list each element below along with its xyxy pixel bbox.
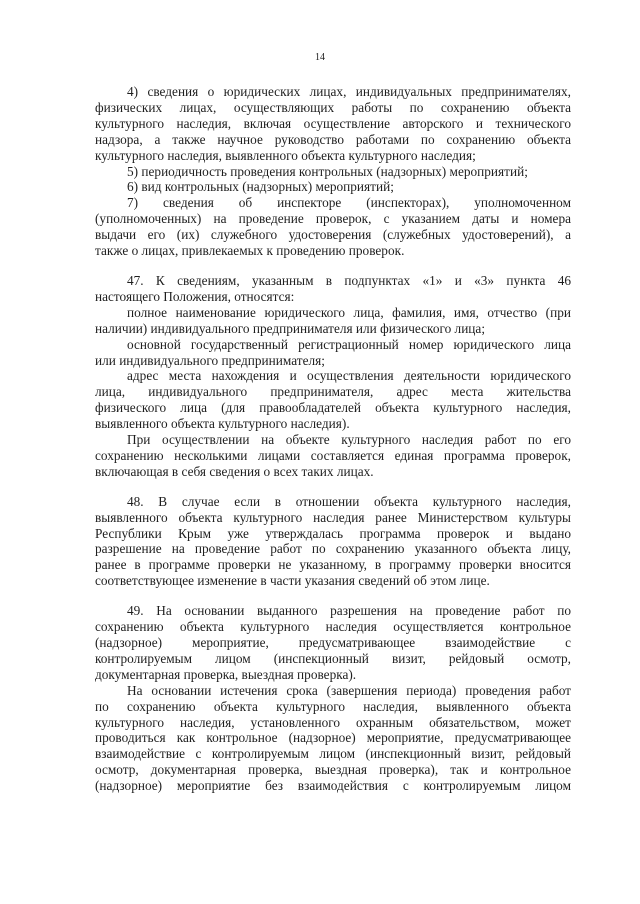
paragraph <box>95 179 571 195</box>
paragraph <box>95 432 571 480</box>
text-line: настоящего Положения, относятся: <box>95 288 295 304</box>
text-line: сохранению несколькими лицами составляется единая программа проверок, <box>95 447 571 463</box>
text-line: проводиться как контрольное (надзорное) мероприятие, предусматривающее <box>95 730 571 746</box>
text-line: На основании истечения срока (завершения периода) проведения работ <box>127 682 571 698</box>
text-line: сохранению объекта культурного наследия осуществляется контрольное <box>95 619 571 635</box>
text-line: культурного наследия, выявленного объекта культурного наследия; <box>95 147 476 163</box>
text-line: 47. К сведениям, указанным в подпунктах «1» и «3» пункта 46 <box>127 272 571 288</box>
paragraph <box>95 494 571 589</box>
text-line: наличии) индивидуального предпринимателя или физического лица; <box>95 320 486 336</box>
text-line: выдачи его (их) служебного удостоверения (служебных удостоверений), а <box>95 227 571 243</box>
paragraph <box>95 84 571 164</box>
text-line: 6) вид контрольных (надзорных) мероприятий; <box>127 179 394 195</box>
paragraph <box>95 195 571 259</box>
paragraph <box>95 164 571 180</box>
paragraph <box>95 337 571 369</box>
text-line: выявленного объекта культурного наследия ранее Министерством культуры <box>95 509 571 525</box>
paragraph <box>95 305 571 337</box>
text-line: по сохранению объекта культурного наследия, выявленного объекта <box>95 698 571 714</box>
text-line: При осуществлении на объекте культурного наследия работ по его <box>127 432 571 448</box>
text-line: культурного наследия, установленного охранным обязательством, может <box>95 714 571 730</box>
text-line: 48. В случае если в отношении объекта культурного наследия, <box>127 493 571 509</box>
text-line: ранее в программе проверки не указанному, в программу проверки вносится <box>95 557 571 573</box>
text-line: также о лицах, привлекаемых к проведению проверок. <box>95 243 405 259</box>
text-line: основной государственный регистрационный номер юридического лица <box>127 336 571 352</box>
paragraph <box>95 683 571 794</box>
text-line: или индивидуального предпринимателя; <box>95 352 325 368</box>
text-line: 4) сведения о юридических лицах, индивидуальных предпринимателях, <box>127 84 571 99</box>
text-line: физического лица (для правообладателей объекта культурного наследия, <box>95 400 571 416</box>
text-line: взаимодействие с контролируемым лицом (инспекционный визит, рейдовый <box>95 746 571 762</box>
document-body <box>95 84 571 794</box>
text-line: физических лицах, осуществляющих работы по сохранению объекта <box>95 99 571 115</box>
text-line: полное наименование юридического лица, фамилия, имя, отчество (при <box>127 304 571 320</box>
text-line: осмотр, документарная проверка, выездная проверка), так и контрольное <box>95 762 571 778</box>
text-line: лица, индивидуального предпринимателя, адрес места жительства <box>95 384 571 400</box>
text-line: (надзорное) мероприятие, предусматривающее взаимодействие с <box>95 635 571 650</box>
text-line: (уполномоченных) на проведение проверок, с указанием даты и номера <box>95 211 571 227</box>
text-line: 49. На основании выданного разрешения на проведение работ по <box>127 603 571 619</box>
text-line: разрешение на проведение работ по сохранению указанного объекта лицу, <box>95 541 571 557</box>
text-line: Республики Крым уже утверждалась программа проверок и выдано <box>95 525 571 541</box>
text-line: документарная проверка, выездная проверка). <box>95 666 357 682</box>
text-line: выявленного объекта культурного наследия). <box>95 416 350 432</box>
text-line: соответствующее изменение в части указания сведений об этом лице. <box>95 573 490 589</box>
page-number: 14 <box>315 52 325 63</box>
text-line: (надзорное) мероприятие без взаимодействия с контролируемым лицом <box>95 778 571 794</box>
text-line: надзора, а также научное руководство работами по сохранению объекта <box>95 131 571 147</box>
text-line: культурного наследия, включая осуществление авторского и технического <box>95 115 571 131</box>
text-line: 5) периодичность проведения контрольных (надзорных) мероприятий; <box>127 163 528 179</box>
paragraph <box>95 603 571 683</box>
text-line: 7) сведения об инспекторе (инспекторах), уполномоченном <box>127 195 571 211</box>
text-line: адрес места нахождения и осуществления деятельности юридического <box>127 368 571 384</box>
paragraph <box>95 368 571 432</box>
paragraph <box>95 273 571 305</box>
text-line: контролируемым лицом (инспекционный визит, рейдовый осмотр, <box>95 650 571 666</box>
text-line: включающая в себя сведения о всех таких лицах. <box>95 463 374 479</box>
